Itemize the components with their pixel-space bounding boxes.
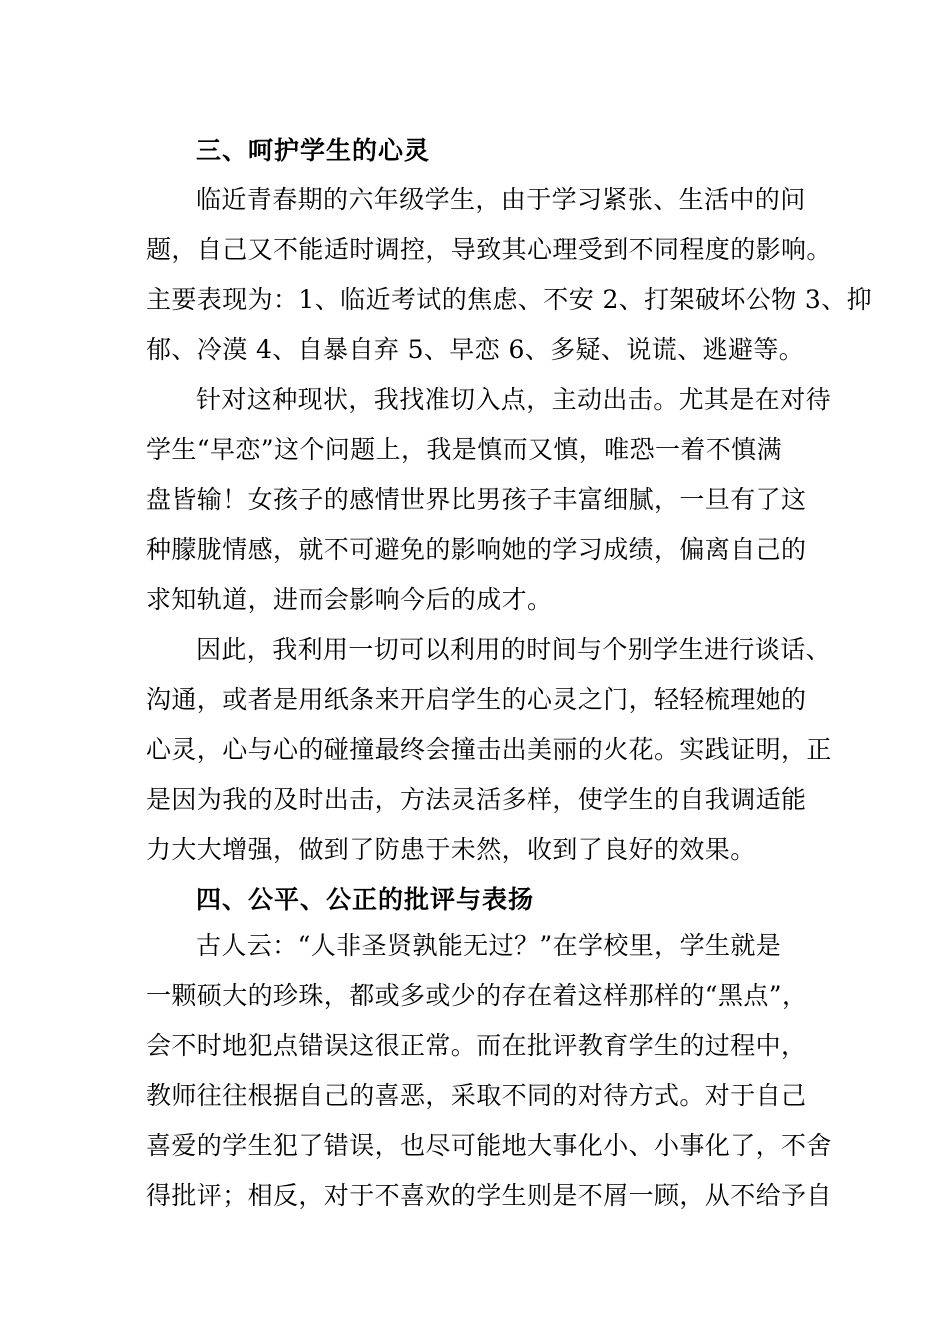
paragraph-line: 教师往往根据自己的喜恶，采取不同的对待方式。对于自己 xyxy=(146,1081,807,1110)
paragraph-line: 盘皆输！女孩子的感情世界比男孩子丰富细腻，一旦有了这 xyxy=(146,485,807,514)
paragraph-line: 沟通，或者是用纸条来开启学生的心灵之门，轻轻梳理她的 xyxy=(146,685,807,714)
paragraph-line: 喜爱的学生犯了错误，也尽可能地大事化小、小事化了，不舍 xyxy=(146,1131,832,1160)
paragraph-line: 会不时地犯点错误这很正常。而在批评教育学生的过程中， xyxy=(146,1031,807,1060)
paragraph-line: 是因为我的及时出击，方法灵活多样，使学生的自我调适能 xyxy=(146,785,807,814)
paragraph-line: 题，自己又不能适时调控，导致其心理受到不同程度的影响。 xyxy=(146,235,832,264)
paragraph-line: 主要表现为：1、临近考试的焦虑、不安 2、打架破坏公物 3、抑 xyxy=(146,285,873,314)
paragraph-line: 一颗硕大的珍珠，都或多或少的存在着这样那样的“黑点”， xyxy=(146,981,808,1010)
paragraph-line: 求知轨道，进而会影响今后的成才。 xyxy=(146,585,553,614)
section-heading-3: 三、呵护学生的心灵 xyxy=(196,136,431,165)
paragraph-line: 古人云：“人非圣贤孰能无过？”在学校里，学生就是 xyxy=(196,931,782,960)
paragraph-line: 力大大增强，做到了防患于未然，收到了良好的效果。 xyxy=(146,835,756,864)
paragraph-line: 临近青春期的六年级学生，由于学习紧张、生活中的问 xyxy=(196,185,806,214)
paragraph-line: 针对这种现状，我找准切入点，主动出击。尤其是在对待 xyxy=(196,385,832,414)
paragraph-line: 因此，我利用一切可以利用的时间与个别学生进行谈话、 xyxy=(196,635,832,664)
paragraph-line: 种朦胧情感，就不可避免的影响她的学习成绩，偏离自己的 xyxy=(146,535,807,564)
paragraph-line: 郁、冷漠 4、自暴自弃 5、早恋 6、多疑、说谎、逃避等。 xyxy=(146,335,805,364)
section-heading-4: 四、公平、公正的批评与表扬 xyxy=(196,885,535,914)
paragraph-line: 得批评；相反，对于不喜欢的学生则是不屑一顾，从不给予自 xyxy=(146,1181,832,1210)
paragraph-line: 心灵，心与心的碰撞最终会撞击出美丽的火花。实践证明，正 xyxy=(146,735,832,764)
paragraph-line: 学生“早恋”这个问题上，我是慎而又慎，唯恐一着不慎满 xyxy=(146,435,782,464)
